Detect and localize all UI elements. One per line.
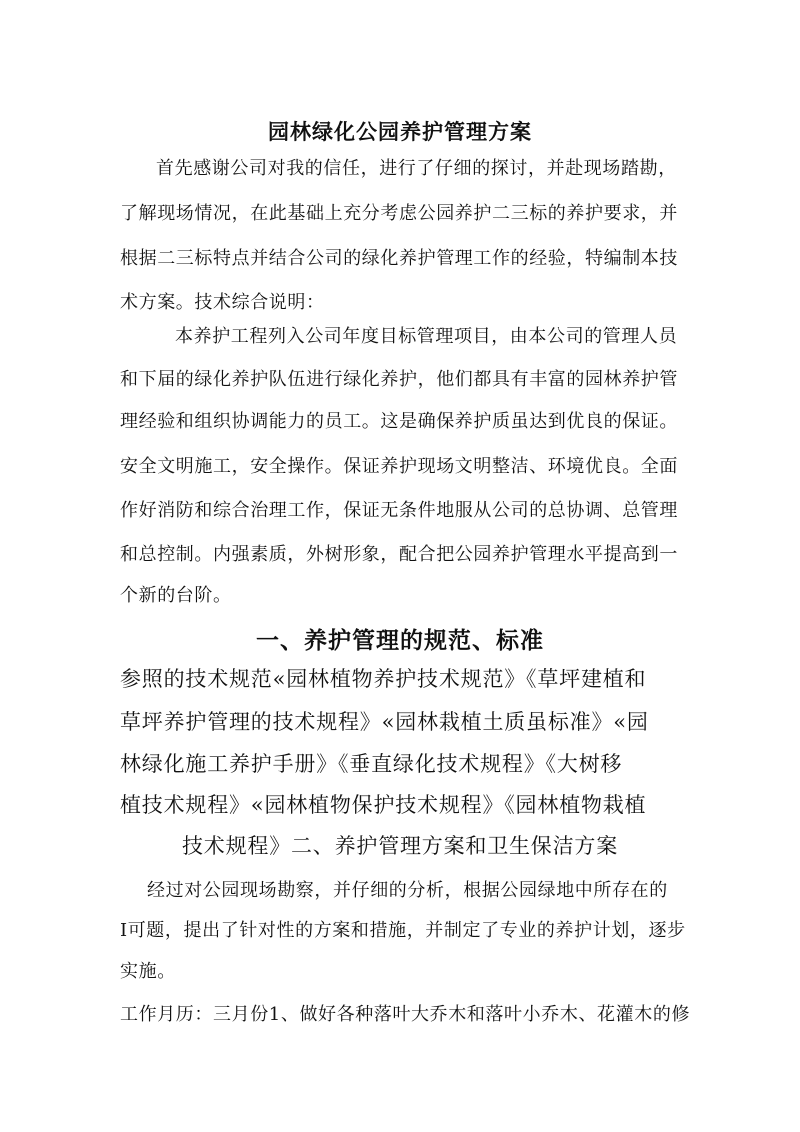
reference-line: 草坪养护管理的技术规程》«园林栽植土质虽标准》«园: [120, 710, 649, 734]
reference-line: 林绿化施工养护手册》《垂直绿化技术规程》《大树移: [120, 752, 623, 776]
document-title: 园林绿化公园养护管理方案: [268, 119, 532, 144]
description-line: 理经验和组织协调能力的员工。这是确保养护质虽达到优良的保证。: [120, 411, 678, 432]
intro-line: 根据二三标特点并结合公司的绿化养护管理工作的经验，特编制本技: [120, 248, 678, 269]
description-line: 作好消防和综合治理工作，保证无条件地服从公司的总协调、总管理: [120, 500, 678, 521]
description-line: 个新的台阶。: [120, 585, 232, 606]
work-calendar-line: 工作月历：三月份1、做好各种落叶大乔木和落叶小乔木、花灌木的修: [120, 1004, 691, 1025]
description-line: 安全文明施工，安全操作。保证养护现场文明整洁、环境优良。全面: [120, 456, 678, 477]
description-line: 和下届的绿化养护队伍进行绿化养护，他们都具有丰富的园林养护管: [120, 369, 678, 390]
description-line: 和总控制。内强素质，外树形象，配合把公园养护管理水平提高到一: [120, 544, 678, 565]
reference-line: 技术规程》二、养护管理方案和卫生保洁方案: [182, 834, 618, 858]
description-line: 本养护工程列入公司年度目标管理项目，由本公司的管理人员: [175, 326, 678, 347]
section-heading: 一、养护管理的规范、标准: [256, 627, 544, 654]
intro-line: 首先感谢公司对我的信任，进行了仔细的探讨，并赴现场踏勘，: [156, 158, 677, 179]
reference-line: 植技术规程》«园林植物保护技术规程》《园林植物栽植: [120, 793, 647, 817]
intro-line: 术方案。技术综合说明：: [120, 292, 325, 313]
survey-line: 经过对公园现场勘察，并仔细的分析，根据公园绿地中所存在的: [147, 880, 668, 901]
survey-line: 实施。: [120, 961, 176, 982]
intro-line: 了解现场情况，在此基础上充分考虑公园养护二三标的养护要求，并: [120, 203, 678, 224]
reference-line: 参照的技术规范«园林植物养护技术规范》《草坪建植和: [120, 667, 647, 691]
survey-line: I可题，提出了针对性的方案和措施，并制定了专业的养护计划，逐步: [120, 920, 686, 941]
